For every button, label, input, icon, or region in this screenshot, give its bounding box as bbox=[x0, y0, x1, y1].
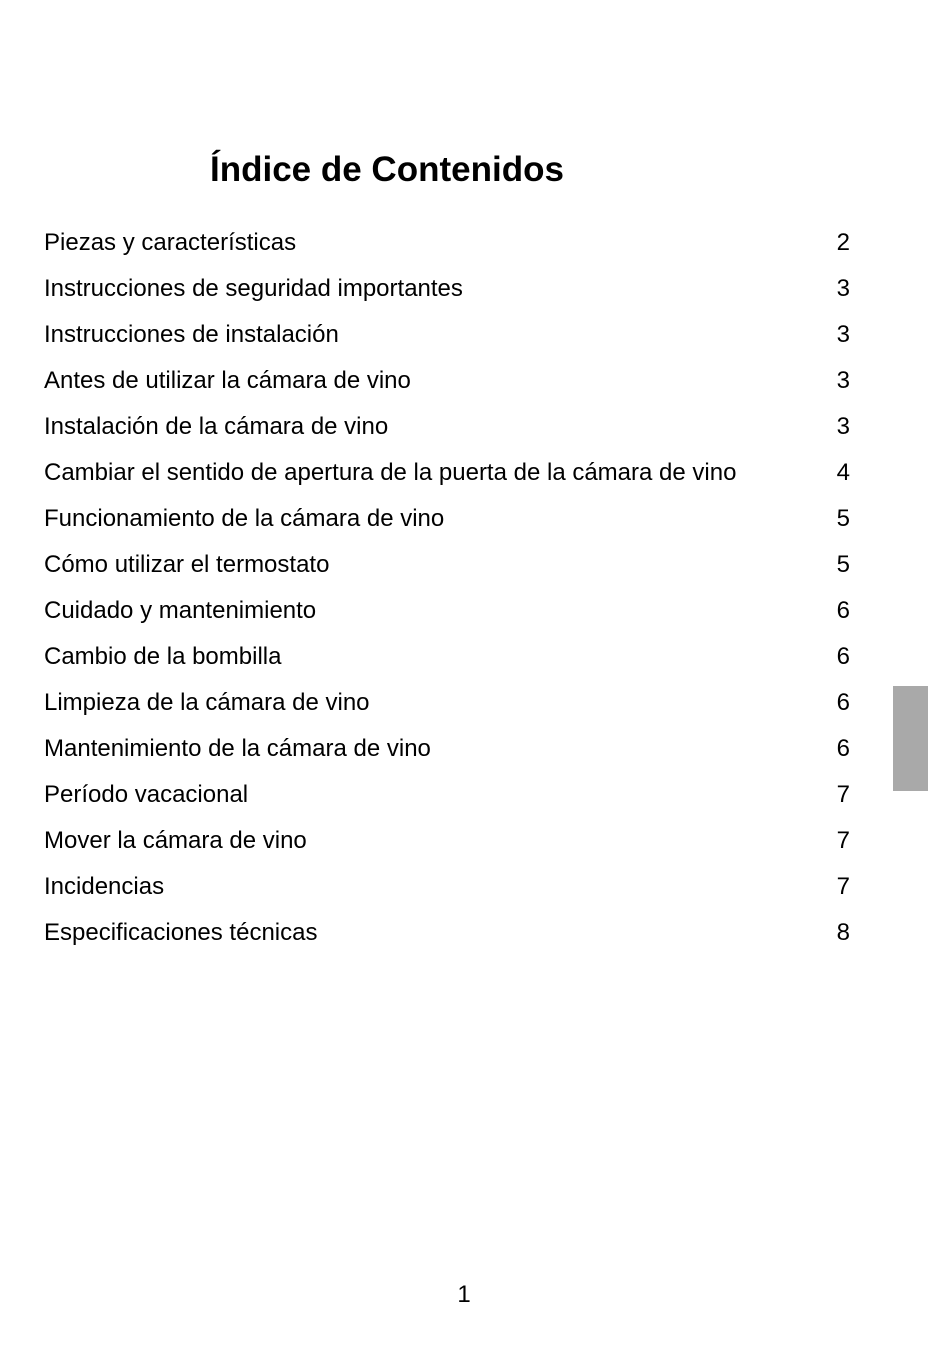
toc-entry-page: 7 bbox=[836, 781, 850, 808]
toc-entry[interactable] bbox=[44, 910, 850, 956]
toc-entry-page: 3 bbox=[836, 275, 850, 302]
toc-entry-page: 3 bbox=[836, 321, 850, 348]
toc-entry[interactable] bbox=[44, 496, 850, 542]
toc-entry[interactable] bbox=[44, 680, 850, 726]
toc-entry[interactable] bbox=[44, 864, 850, 910]
toc-entry-label: Funcionamiento de la cámara de vino bbox=[44, 505, 445, 532]
toc-entry-label: Incidencias bbox=[44, 873, 165, 900]
toc-entry-page: 3 bbox=[836, 367, 850, 394]
toc-entry-page: 5 bbox=[836, 505, 850, 532]
toc-entry-page: 3 bbox=[836, 413, 850, 440]
toc-entry-label: Cambiar el sentido de apertura de la puerta de la cámara de vino bbox=[44, 459, 737, 486]
toc-entry[interactable] bbox=[44, 358, 850, 404]
toc-entry[interactable] bbox=[44, 588, 850, 634]
toc-entry-label: Instrucciones de instalación bbox=[44, 321, 339, 348]
table-of-contents bbox=[44, 220, 850, 956]
page-title: Índice de Contenidos bbox=[210, 150, 564, 189]
toc-entry-label: Especificaciones técnicas bbox=[44, 919, 318, 946]
toc-entry-label: Cambio de la bombilla bbox=[44, 643, 282, 670]
toc-entry-page: 2 bbox=[836, 229, 850, 256]
toc-entry-label: Mantenimiento de la cámara de vino bbox=[44, 735, 431, 762]
toc-entry[interactable] bbox=[44, 818, 850, 864]
toc-entry[interactable] bbox=[44, 220, 850, 266]
toc-entry-label: Piezas y características bbox=[44, 229, 297, 256]
toc-entry-label: Cuidado y mantenimiento bbox=[44, 597, 317, 624]
toc-entry-page: 6 bbox=[836, 689, 850, 716]
toc-entry[interactable] bbox=[44, 542, 850, 588]
toc-entry[interactable] bbox=[44, 772, 850, 818]
toc-entry[interactable] bbox=[44, 634, 850, 680]
toc-entry-page: 6 bbox=[836, 643, 850, 670]
toc-entry-label: Período vacacional bbox=[44, 781, 249, 808]
section-tab-marker bbox=[893, 686, 928, 791]
page-number: 1 bbox=[457, 1281, 471, 1308]
toc-entry-label: Mover la cámara de vino bbox=[44, 827, 307, 854]
toc-entry[interactable] bbox=[44, 450, 850, 496]
toc-entry[interactable] bbox=[44, 312, 850, 358]
toc-entry[interactable] bbox=[44, 404, 850, 450]
toc-entry-page: 7 bbox=[836, 827, 850, 854]
toc-entry-label: Antes de utilizar la cámara de vino bbox=[44, 367, 411, 394]
toc-entry-label: Instalación de la cámara de vino bbox=[44, 413, 389, 440]
toc-entry-page: 6 bbox=[836, 735, 850, 762]
toc-entry-page: 6 bbox=[836, 597, 850, 624]
toc-entry[interactable] bbox=[44, 726, 850, 772]
toc-entry-label: Cómo utilizar el termostato bbox=[44, 551, 330, 578]
toc-entry-label: Limpieza de la cámara de vino bbox=[44, 689, 370, 716]
toc-entry-page: 7 bbox=[836, 873, 850, 900]
toc-entry-page: 4 bbox=[836, 459, 850, 486]
toc-entry-page: 5 bbox=[836, 551, 850, 578]
toc-entry-label: Instrucciones de seguridad importantes bbox=[44, 275, 463, 302]
toc-entry[interactable] bbox=[44, 266, 850, 312]
toc-entry-page: 8 bbox=[836, 919, 850, 946]
